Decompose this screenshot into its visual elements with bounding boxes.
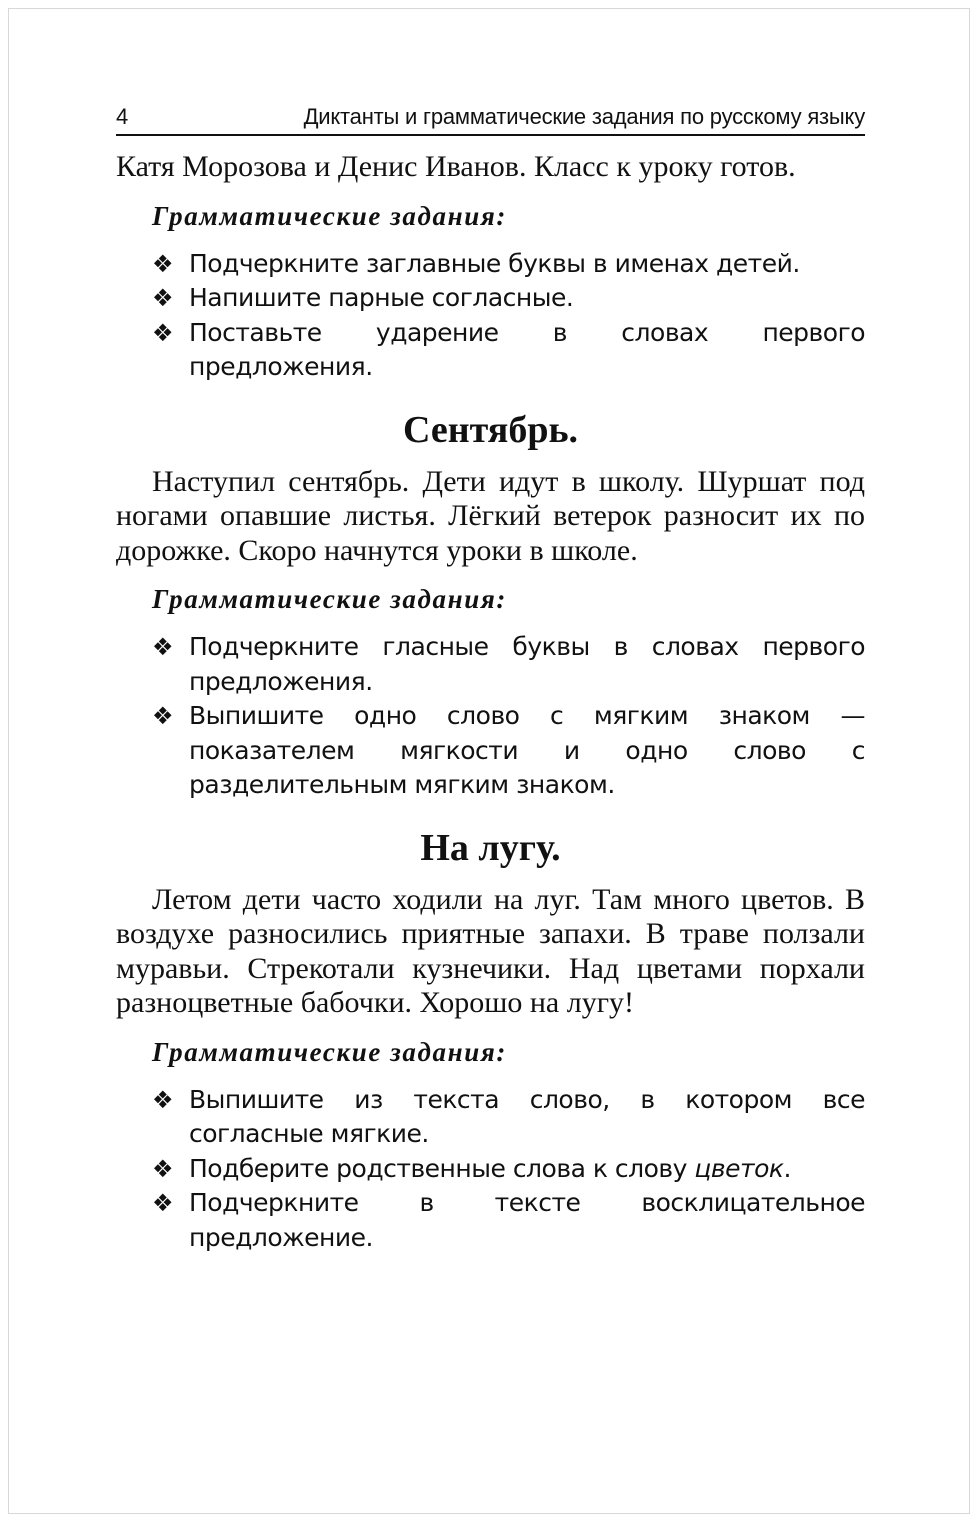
section-title-meadow: На лугу. <box>420 826 561 869</box>
page-number: 4 <box>116 104 129 129</box>
task-text: Подберите родственные слова к слову <box>189 1153 687 1183</box>
list-item <box>116 1152 865 1187</box>
task-text: Поставьте ударение в словах первого предложения. <box>189 317 865 381</box>
list-item <box>116 630 865 699</box>
book-title: Диктанты и грамматические задания по русскому языку <box>303 104 865 129</box>
page-content <box>116 102 865 1255</box>
list-item <box>116 699 865 803</box>
september-paragraph: Наступил сентябрь. Дети идут в школу. Шуршат под ногами опавшие листья. Лёгкий ветерок разносит их по дорожке. Скоро начнутся уроки в школе. <box>116 464 865 567</box>
intro-tasks-heading: Грамматические задания: <box>152 200 507 231</box>
list-item <box>116 316 865 385</box>
meadow-task-list <box>116 1083 865 1256</box>
diamond-bullet-icon: ❖ <box>152 1189 174 1217</box>
diamond-bullet-icon: ❖ <box>152 1085 174 1114</box>
task-text: Подчеркните заглавные буквы в именах детей. <box>189 248 800 278</box>
diamond-bullet-icon: ❖ <box>152 249 174 278</box>
task-text: Выпишите одно слово с мягким знаком — показателем мягкости и одно слово с разделительным мягким знаком. <box>189 701 865 799</box>
diamond-bullet-icon: ❖ <box>152 633 174 661</box>
task-text: Выпишите из текста слово, в котором все согласные мягкие. <box>189 1084 865 1148</box>
section-title-september: Сентябрь. <box>402 408 579 451</box>
intro-task-list <box>116 247 865 385</box>
meadow-paragraph: Летом дети часто ходили на луг. Там много цветов. В воздухе разносились приятные запахи. В траве ползали муравьи. Стрекотали кузнечики. Над цветами порхали разноцветные бабочки. Хорошо на лугу! <box>116 882 865 1019</box>
task-emphasized-word: цветок <box>694 1153 784 1183</box>
diamond-bullet-icon: ❖ <box>152 702 174 730</box>
meadow-tasks-heading: Грамматические задания: <box>152 1036 507 1067</box>
task-text: Подчеркните в тексте восклицательное предложение. <box>189 1188 865 1252</box>
list-item <box>116 1186 865 1255</box>
september-task-list <box>116 630 865 803</box>
task-text: Напишите парные согласные. <box>189 283 574 312</box>
september-tasks-heading: Грамматические задания: <box>152 584 507 614</box>
list-item <box>116 281 865 316</box>
diamond-bullet-icon: ❖ <box>152 1154 174 1183</box>
running-header <box>116 102 865 136</box>
diamond-bullet-icon: ❖ <box>152 284 174 312</box>
task-text: Подчеркните гласные буквы в словах первого предложения. <box>189 632 865 696</box>
diamond-bullet-icon: ❖ <box>152 318 174 347</box>
task-end-punctuation: . <box>783 1153 791 1183</box>
intro-paragraph: Катя Морозова и Денис Иванов. Класс к уроку готов. <box>116 150 796 183</box>
list-item <box>116 247 865 282</box>
list-item <box>116 1083 865 1152</box>
